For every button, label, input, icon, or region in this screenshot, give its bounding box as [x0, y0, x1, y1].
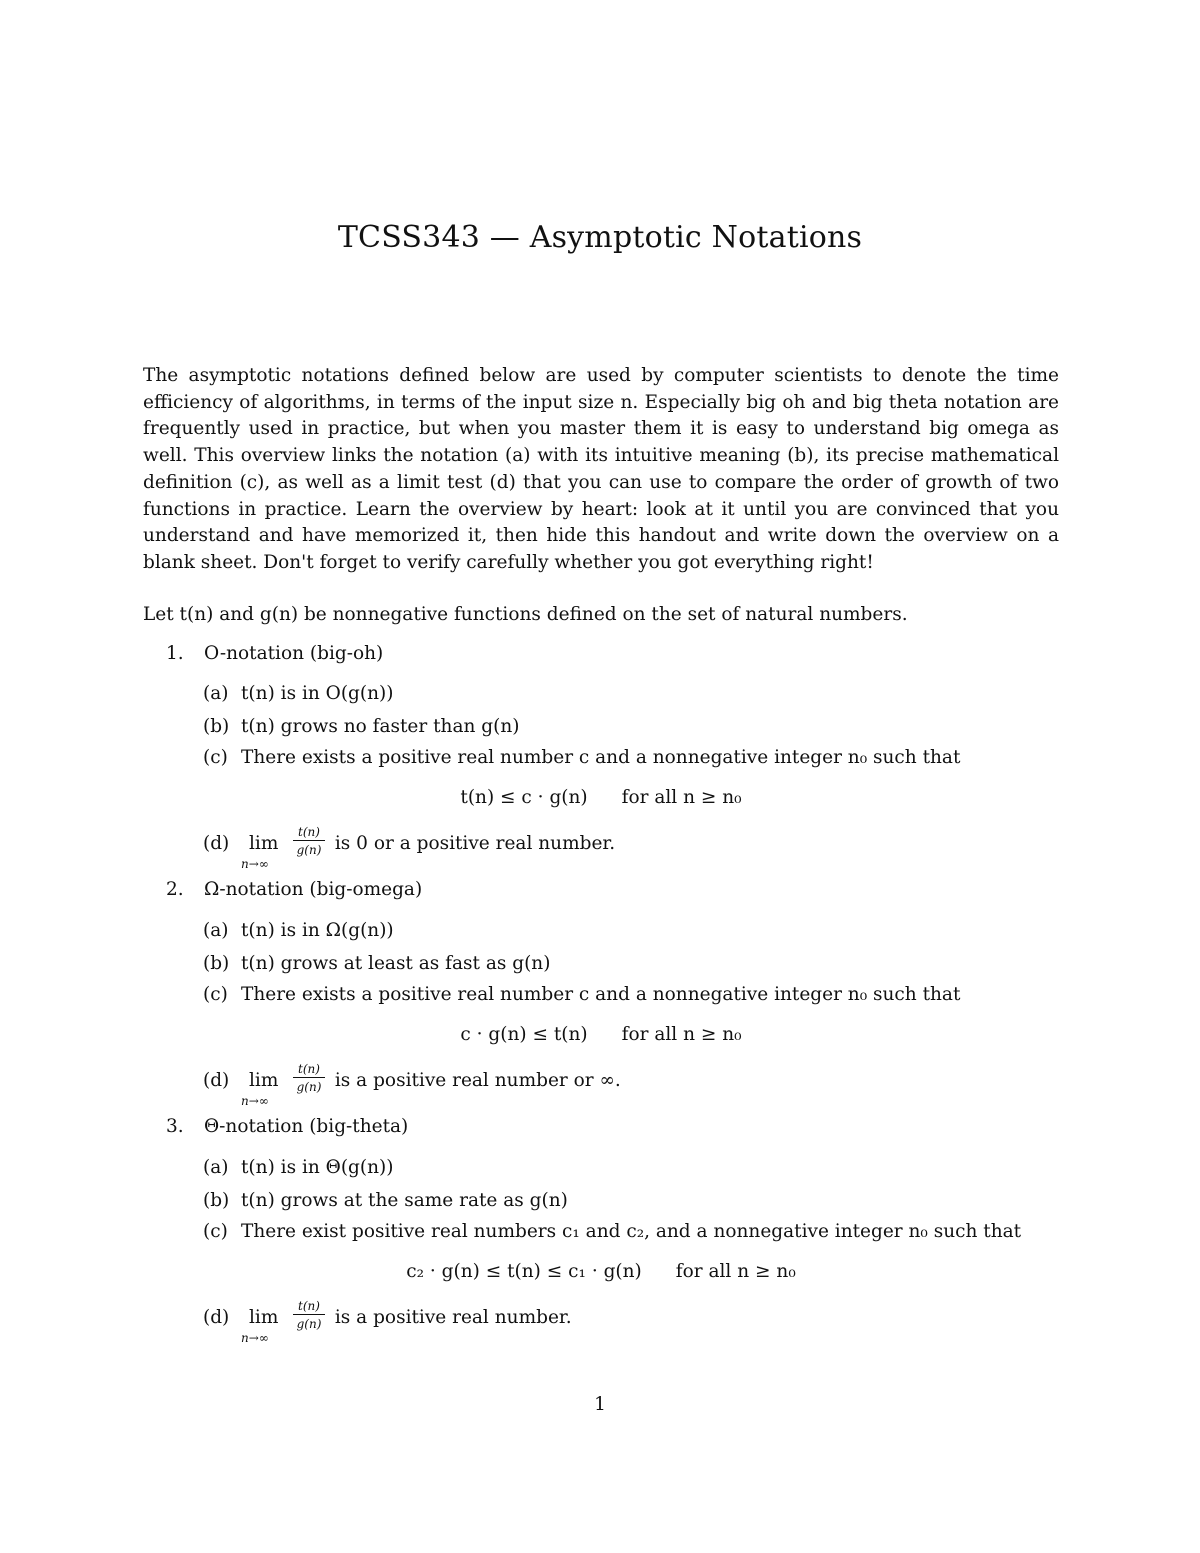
item-label: (a)	[203, 920, 229, 941]
limit-fraction	[289, 825, 329, 858]
section-heading	[166, 1113, 408, 1141]
limit-expression	[241, 1067, 289, 1108]
intro-paragraph: The asymptotic notations defined below are used by computer scientists to denote the time efficiency of algorithms, in terms of the input size n. Especially big oh and big theta notation are frequently used in practice, but when you master them it is easy to understand big omega as well. This overview links the notation (a) with its intuitive meaning (b), its precise mathematical definition (c), as well as a limit test (d) that you can use to compare the order of growth of two functions in practice. Learn the overview by heart: look at it until you are convinced that you understand and have memorized it, then hide this handout and write down the overview on a blank sheet. Don't forget to verify carefully whether you got everything right!	[143, 365, 1059, 573]
item-text: t(n) is in Θ(g(n))	[241, 1157, 394, 1178]
limit-subscript: n→∞	[241, 1331, 269, 1345]
fraction-numerator: t(n)	[298, 1062, 320, 1076]
limit-word: lim	[249, 1307, 279, 1328]
fraction-denominator: g(n)	[296, 1317, 322, 1331]
section-number: 3.	[166, 1116, 184, 1137]
section-heading	[166, 876, 422, 904]
item-text: There exists a positive real number c and a nonnegative integer n₀ such that	[241, 747, 961, 768]
item-c	[203, 744, 960, 772]
limit-fraction	[289, 1299, 329, 1332]
limit-expression	[241, 1304, 289, 1345]
item-text: t(n) is in Ω(g(n))	[241, 920, 394, 941]
item-text: is 0 or a positive real number.	[334, 833, 616, 854]
item-label: (c)	[203, 984, 228, 1005]
item-text: is a positive real number.	[334, 1307, 572, 1328]
item-label: (d)	[203, 833, 230, 854]
item-text: There exist positive real numbers c₁ and c₂, and a nonnegative integer n₀ such that	[241, 1221, 1022, 1242]
item-label: (b)	[203, 716, 230, 737]
fraction-numerator: t(n)	[298, 825, 320, 839]
item-text: t(n) grows at least as fast as g(n)	[241, 953, 551, 974]
section-number: 2.	[166, 879, 184, 900]
item-label: (b)	[203, 1190, 230, 1211]
item-label: (c)	[203, 747, 228, 768]
fraction-numerator: t(n)	[298, 1299, 320, 1313]
section-title: O-notation (big-oh)	[204, 643, 384, 664]
item-label: (d)	[203, 1070, 230, 1091]
item-a	[203, 680, 393, 708]
definition-formula	[143, 1021, 1059, 1049]
item-c	[203, 1218, 1021, 1246]
definition-formula	[143, 784, 1059, 812]
item-b	[203, 1187, 568, 1215]
item-label: (a)	[203, 1157, 229, 1178]
limit-fraction	[289, 1062, 329, 1095]
limit-word: lim	[249, 1070, 279, 1091]
formula-condition: for all n ≥ n₀	[675, 1261, 796, 1282]
limit-subscript: n→∞	[241, 857, 269, 871]
item-d	[203, 825, 616, 871]
section-title: Ω-notation (big-omega)	[204, 879, 423, 900]
limit-subscript: n→∞	[241, 1094, 269, 1108]
item-text: is a positive real number or ∞.	[334, 1070, 621, 1091]
page-title: TCSS343 — Asymptotic Notations	[337, 220, 863, 255]
formula-condition: for all n ≥ n₀	[621, 1024, 742, 1045]
item-d	[203, 1062, 621, 1108]
definition-formula	[143, 1258, 1059, 1286]
item-label: (d)	[203, 1307, 230, 1328]
formula-condition: for all n ≥ n₀	[621, 787, 742, 808]
item-b	[203, 713, 519, 741]
item-c	[203, 981, 960, 1009]
fraction-denominator: g(n)	[296, 843, 322, 857]
item-d	[203, 1299, 572, 1345]
formula-expression: c · g(n) ≤ t(n)	[460, 1024, 588, 1045]
item-a	[203, 1154, 393, 1182]
item-text: t(n) grows no faster than g(n)	[241, 716, 520, 737]
item-label: (c)	[203, 1221, 228, 1242]
item-text: There exists a positive real number c and a nonnegative integer n₀ such that	[241, 984, 961, 1005]
let-statement: Let t(n) and g(n) be nonnegative functions defined on the set of natural numbers.	[143, 604, 908, 625]
formula-expression: c₂ · g(n) ≤ t(n) ≤ c₁ · g(n)	[406, 1261, 642, 1282]
item-a	[203, 917, 394, 945]
section-number: 1.	[166, 643, 184, 664]
limit-expression	[241, 830, 289, 871]
formula-expression: t(n) ≤ c · g(n)	[460, 787, 588, 808]
item-text: t(n) grows at the same rate as g(n)	[241, 1190, 568, 1211]
section-heading	[166, 640, 383, 668]
limit-word: lim	[249, 833, 279, 854]
page-number: 1	[594, 1394, 606, 1415]
item-label: (b)	[203, 953, 230, 974]
item-b	[203, 950, 550, 978]
item-text: t(n) is in O(g(n))	[241, 683, 394, 704]
item-label: (a)	[203, 683, 229, 704]
fraction-denominator: g(n)	[296, 1080, 322, 1094]
section-title: Θ-notation (big-theta)	[204, 1116, 409, 1137]
